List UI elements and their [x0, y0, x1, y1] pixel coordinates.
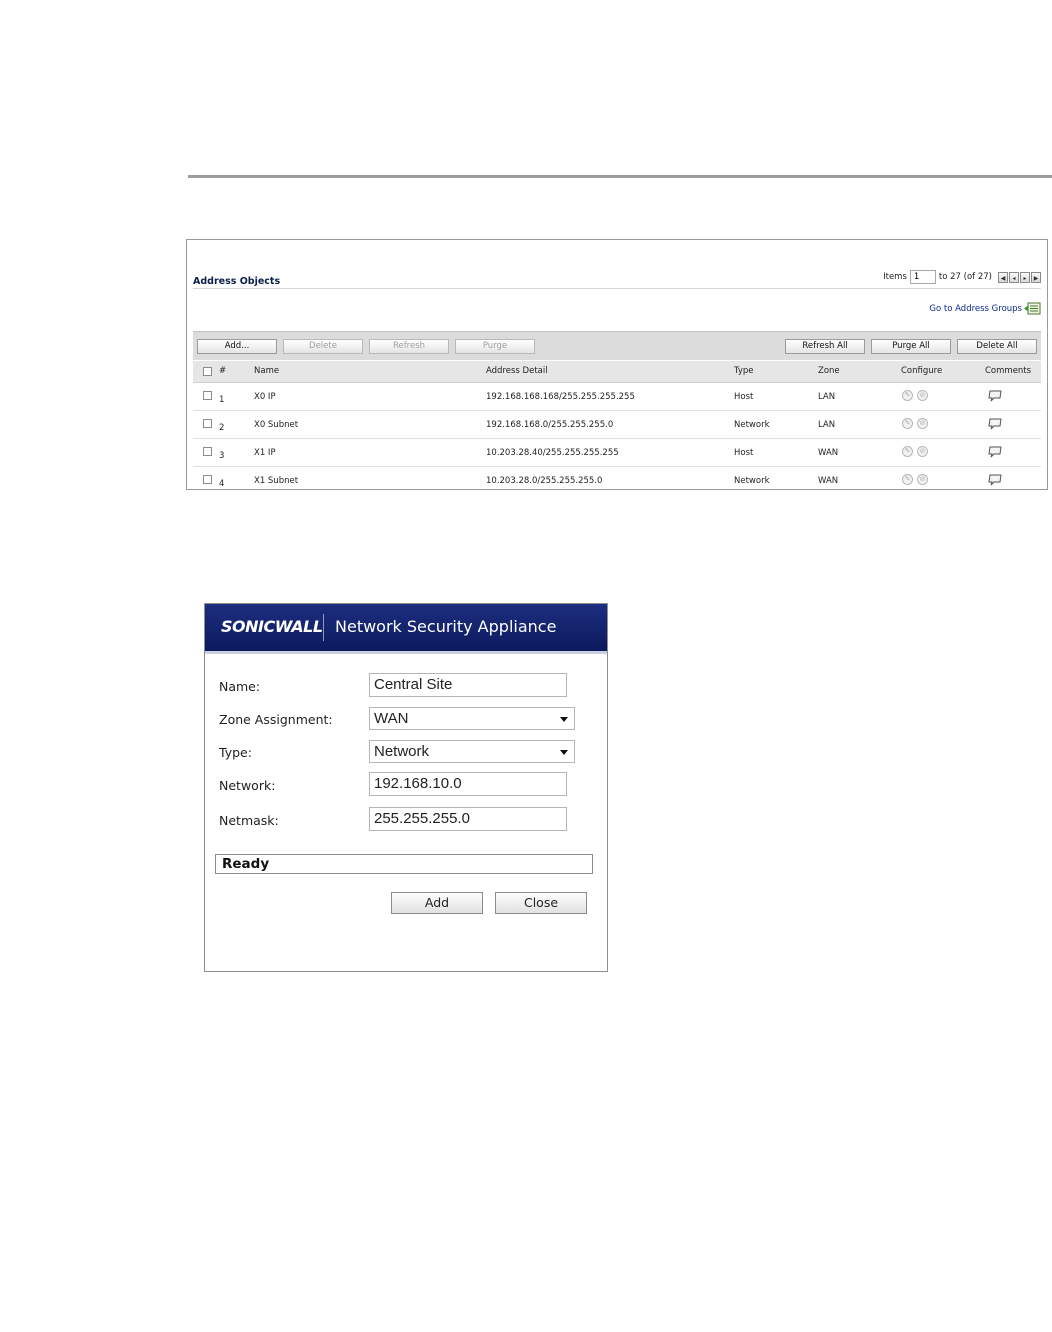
delete-disabled-icon[interactable]: ⊘: [917, 474, 928, 485]
delete-disabled-icon[interactable]: ⊘: [917, 418, 928, 429]
table-header: [193, 361, 1041, 383]
row-address: 192.168.168.168/255.255.255.255: [486, 392, 635, 402]
table-row: [193, 411, 1041, 439]
row-address: 192.168.168.0/255.255.255.0: [486, 420, 614, 430]
name-label: Name:: [219, 679, 261, 694]
section-rule: [188, 175, 1052, 178]
items-from-input[interactable]: [910, 270, 936, 284]
zone-label: Zone Assignment:: [219, 712, 333, 727]
title-divider: [193, 288, 1041, 289]
row-zone: LAN: [818, 420, 836, 430]
row-name: X0 Subnet: [254, 420, 299, 430]
header-divider: [323, 614, 324, 641]
network-label: Network:: [219, 778, 276, 793]
row-checkbox[interactable]: [203, 391, 212, 400]
type-label: Type:: [219, 745, 252, 760]
col-type[interactable]: Type: [734, 366, 754, 376]
comment-icon[interactable]: [988, 390, 1002, 402]
zone-select-value: WAN: [374, 710, 409, 727]
type-select[interactable]: [369, 740, 575, 763]
configure-icons: [902, 446, 932, 457]
address-objects-table: [193, 361, 1041, 494]
delete-all-button[interactable]: Delete All: [957, 339, 1037, 354]
edit-icon[interactable]: ✎: [902, 390, 913, 401]
row-num: 4: [219, 479, 225, 489]
type-select-value: Network: [374, 743, 430, 760]
status-bar: Ready: [215, 854, 593, 874]
first-page-icon[interactable]: ◀: [998, 272, 1008, 283]
app-name: Network Security Appliance: [335, 617, 557, 636]
purge-all-button[interactable]: Purge All: [871, 339, 951, 354]
row-type: Network: [734, 420, 770, 430]
toolbar: [193, 331, 1041, 360]
row-name: X0 IP: [254, 392, 276, 402]
row-zone: WAN: [818, 448, 839, 458]
pager: [883, 270, 1041, 284]
comment-icon[interactable]: [988, 474, 1002, 486]
delete-disabled-icon[interactable]: ⊘: [917, 446, 928, 457]
comment-icon[interactable]: [988, 446, 1002, 458]
row-checkbox[interactable]: [203, 475, 212, 484]
items-range: to 27 (of 27): [938, 272, 992, 282]
row-zone: WAN: [818, 476, 839, 486]
col-address-detail[interactable]: Address Detail: [486, 366, 548, 376]
table-row: [193, 383, 1041, 411]
goto-address-groups-link[interactable]: [929, 302, 1041, 315]
row-num: 1: [219, 395, 225, 405]
edit-icon[interactable]: ✎: [902, 418, 913, 429]
network-input[interactable]: 192.168.10.0: [369, 772, 567, 796]
row-num: 2: [219, 423, 225, 433]
row-checkbox[interactable]: [203, 447, 212, 456]
col-comments: Comments: [985, 366, 1032, 376]
select-all-checkbox[interactable]: [203, 367, 212, 376]
purge-button[interactable]: Purge: [455, 339, 535, 354]
address-objects-panel: [186, 239, 1048, 490]
col-zone[interactable]: Zone: [818, 366, 840, 376]
configure-icons: [902, 474, 932, 485]
row-name: X1 Subnet: [254, 476, 299, 486]
configure-icons: [902, 418, 932, 429]
configure-icons: [902, 390, 932, 401]
delete-button[interactable]: Delete: [283, 339, 363, 354]
row-type: Host: [734, 392, 754, 402]
next-page-icon[interactable]: ▸: [1020, 272, 1030, 283]
zone-select[interactable]: [369, 707, 575, 730]
row-num: 3: [219, 451, 225, 461]
dialog-header: [205, 604, 607, 654]
row-address: 10.203.28.40/255.255.255.255: [486, 448, 619, 458]
row-address: 10.203.28.0/255.255.255.0: [486, 476, 603, 486]
prev-page-icon[interactable]: ◂: [1009, 272, 1019, 283]
row-checkbox[interactable]: [203, 419, 212, 428]
table-row: [193, 439, 1041, 467]
row-name: X1 IP: [254, 448, 276, 458]
refresh-all-button[interactable]: Refresh All: [785, 339, 865, 354]
delete-disabled-icon[interactable]: ⊘: [917, 390, 928, 401]
netmask-input[interactable]: 255.255.255.0: [369, 807, 567, 831]
name-input[interactable]: Central Site: [369, 673, 567, 697]
items-label: Items: [883, 272, 907, 282]
chevron-down-icon: [560, 717, 568, 722]
netmask-label: Netmask:: [219, 813, 279, 828]
close-button[interactable]: Close: [495, 892, 587, 914]
edit-icon[interactable]: ✎: [902, 474, 913, 485]
row-zone: LAN: [818, 392, 836, 402]
row-type: Network: [734, 476, 770, 486]
add-dialog-button[interactable]: Add: [391, 892, 483, 914]
col-num: #: [219, 366, 227, 376]
address-groups-icon: [1024, 302, 1041, 315]
table-row: [193, 467, 1041, 494]
add-button[interactable]: Add...: [197, 339, 277, 354]
comment-icon[interactable]: [988, 418, 1002, 430]
refresh-button[interactable]: Refresh: [369, 339, 449, 354]
goto-address-groups-label: Go to Address Groups: [929, 303, 1022, 314]
sonicwall-logo: SONICWALL: [221, 617, 323, 636]
col-configure: Configure: [901, 366, 943, 376]
panel-title: Address Objects: [193, 276, 281, 287]
col-name[interactable]: Name: [254, 366, 280, 376]
last-page-icon[interactable]: ▶: [1031, 272, 1041, 283]
chevron-down-icon: [560, 750, 568, 755]
add-address-object-dialog: [204, 603, 608, 972]
row-type: Host: [734, 448, 754, 458]
edit-icon[interactable]: ✎: [902, 446, 913, 457]
